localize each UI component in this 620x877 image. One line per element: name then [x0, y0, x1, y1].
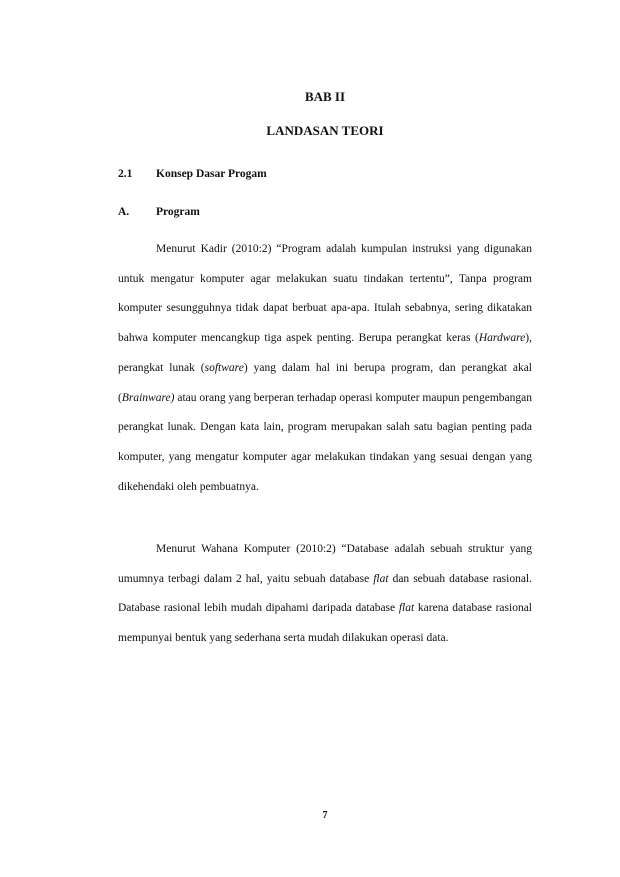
- text-run: Menurut Wahana Komputer (2010:2) “Database adalah sebuah struktur yang umumnya terbagi dalam 2 hal, yaitu sebuah database: [118, 543, 532, 585]
- italic-term-flat: flat: [373, 572, 389, 585]
- text-run: atau orang yang berperan terhadap operasi komputer maupun pengembangan perangkat lunak. Dengan kata lain, program merupakan salah satu bagian penting pada komputer, yang mengatur komputer agar melakukan tindakan yang sesuai dengan yang dikehendaki oleh pembuatnya.: [118, 391, 532, 493]
- text-run: dan sebuah database rasional. Database rasional lebih mudah dipahami daripada database: [118, 572, 532, 615]
- section-title: Konsep Dasar Progam: [156, 168, 267, 180]
- italic-term-brainware: Brainware): [121, 391, 175, 404]
- subsection-title: Program: [156, 206, 200, 218]
- text-run: karena database rasional mempunyai bentuk yang sederhana serta mudah dilakukan operasi data.: [118, 602, 532, 645]
- page-number: 7: [322, 810, 328, 821]
- italic-term-flat: flat: [398, 602, 415, 615]
- chapter-title: LANDASAN TEORI: [266, 123, 384, 138]
- text-run: ) yang dalam hal ini berupa program, dan perangkat akal (: [118, 361, 532, 404]
- section-number: 2.1: [118, 168, 133, 180]
- text-run: Menurut Kadir (2010:2) “Program adalah kumpulan instruksi yang digunakan untuk mengatur komputer agar melakukan suatu tindakan tertentu”, Tanpa program komputer sesungguhnya tidak dapat berbuat apa-apa. Itulah sebabnya, sering dikatakan bahwa komputer mencangkup tiga aspek penting. Berupa perangkat keras (: [118, 243, 532, 345]
- paragraph-program-definition: [118, 235, 532, 502]
- chapter-number: BAB II: [304, 89, 346, 104]
- section-heading: [118, 168, 267, 180]
- subsection-heading: [118, 206, 200, 218]
- paragraph-database-definition: [118, 535, 532, 654]
- italic-term-software: software: [204, 361, 244, 374]
- text-run: ), perangkat lunak (: [118, 332, 532, 374]
- italic-term-hardware: Hardware: [478, 332, 526, 345]
- subsection-number: A.: [118, 206, 130, 218]
